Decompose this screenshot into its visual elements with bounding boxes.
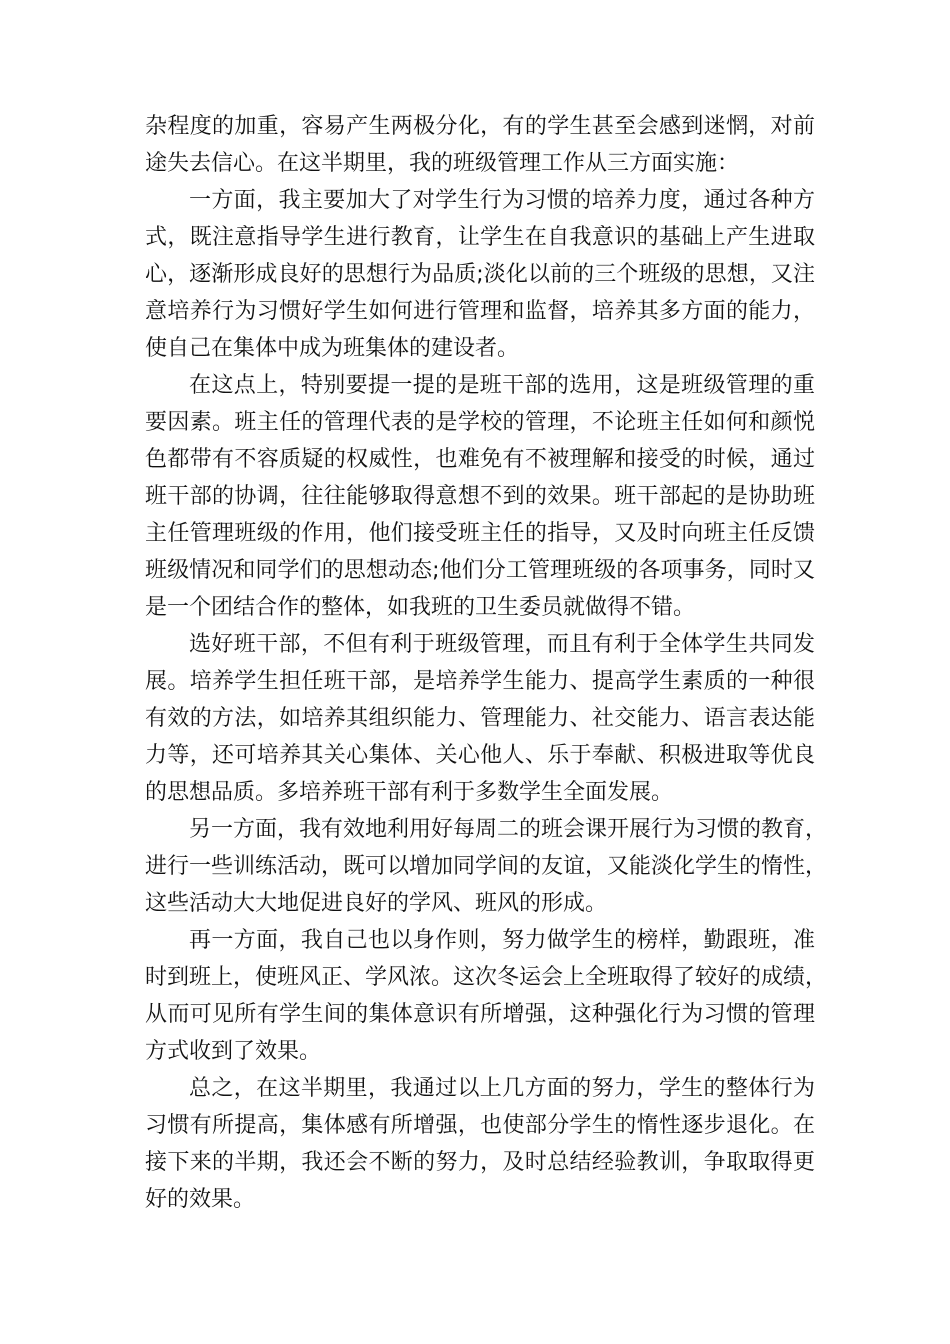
text-line: 时到班上，使班风正、学风浓。这次冬运会上全班取得了较好的成绩， [145, 965, 828, 990]
text-line: 主任管理班级的作用，他们接受班主任的指导，又及时向班主任反馈 [145, 521, 815, 546]
text-line: 的思想品质。多培养班干部有利于多数学生全面发展。 [145, 780, 674, 805]
paragraph-first-line: 一方面，我主要加大了对学生行为习惯的培养力度，通过各种方 [189, 188, 815, 213]
text-line: 从而可见所有学生间的集体意识有所增强，这种强化行为习惯的管理 [145, 1002, 815, 1027]
paragraph-first-line: 总之，在这半期里，我通过以上几方面的努力，学生的整体行为 [189, 1076, 815, 1101]
text-line: 班干部的协调，往往能够取得意想不到的效果。班干部起的是协助班 [145, 484, 815, 509]
text-line: 杂程度的加重，容易产生两极分化，有的学生甚至会感到迷惘，对前 [145, 114, 815, 139]
text-line: 有效的方法，如培养其组织能力、管理能力、社交能力、语言表达能 [145, 706, 815, 731]
paragraph-first-line: 再一方面，我自己也以身作则，努力做学生的榜样，勤跟班，准 [189, 928, 815, 953]
text-line: 力等，还可培养其关心集体、关心他人、乐于奉献、积极进取等优良 [145, 743, 815, 768]
paragraph-first-line: 另一方面，我有效地利用好每周二的班会课开展行为习惯的教育， [189, 817, 828, 842]
text-line: 展。培养学生担任班干部，是培养学生能力、提高学生素质的一种很 [145, 669, 815, 694]
text-line: 方式收到了效果。 [145, 1039, 322, 1064]
text-line: 进行一些训练活动，既可以增加同学间的友谊，又能淡化学生的惰性， [145, 854, 828, 879]
text-line: 要因素。班主任的管理代表的是学校的管理，不论班主任如何和颜悦 [145, 410, 815, 435]
document-body [145, 108, 828, 1218]
text-line: 接下来的半期，我还会不断的努力，及时总结经验教训，争取取得更 [145, 1150, 815, 1175]
text-line: 好的效果。 [145, 1187, 256, 1212]
text-line: 式，既注意指导学生进行教育，让学生在自我意识的基础上产生进取 [145, 225, 815, 250]
text-line: 习惯有所提高，集体感有所增强，也使部分学生的惰性逐步退化。在 [145, 1113, 815, 1138]
text-line: 使自己在集体中成为班集体的建设者。 [145, 336, 520, 361]
text-line: 心，逐渐形成良好的思想行为品质;淡化以前的三个班级的思想，又注 [145, 262, 815, 287]
text-line: 意培养行为习惯好学生如何进行管理和监督，培养其多方面的能力， [145, 299, 815, 324]
paragraph-first-line: 选好班干部，不但有利于班级管理，而且有利于全体学生共同发 [189, 632, 815, 657]
text-line: 途失去信心。在这半期里，我的班级管理工作从三方面实施： [145, 151, 740, 176]
text-line: 班级情况和同学们的思想动态;他们分工管理班级的各项事务，同时又 [145, 558, 815, 583]
paragraph-first-line: 在这点上，特别要提一提的是班干部的选用，这是班级管理的重 [189, 373, 815, 398]
text-line: 色都带有不容质疑的权威性，也难免有不被理解和接受的时候，通过 [145, 447, 815, 472]
text-line: 是一个团结合作的整体，如我班的卫生委员就做得不错。 [145, 595, 696, 620]
text-line: 这些活动大大地促进良好的学风、班风的形成。 [145, 891, 608, 916]
